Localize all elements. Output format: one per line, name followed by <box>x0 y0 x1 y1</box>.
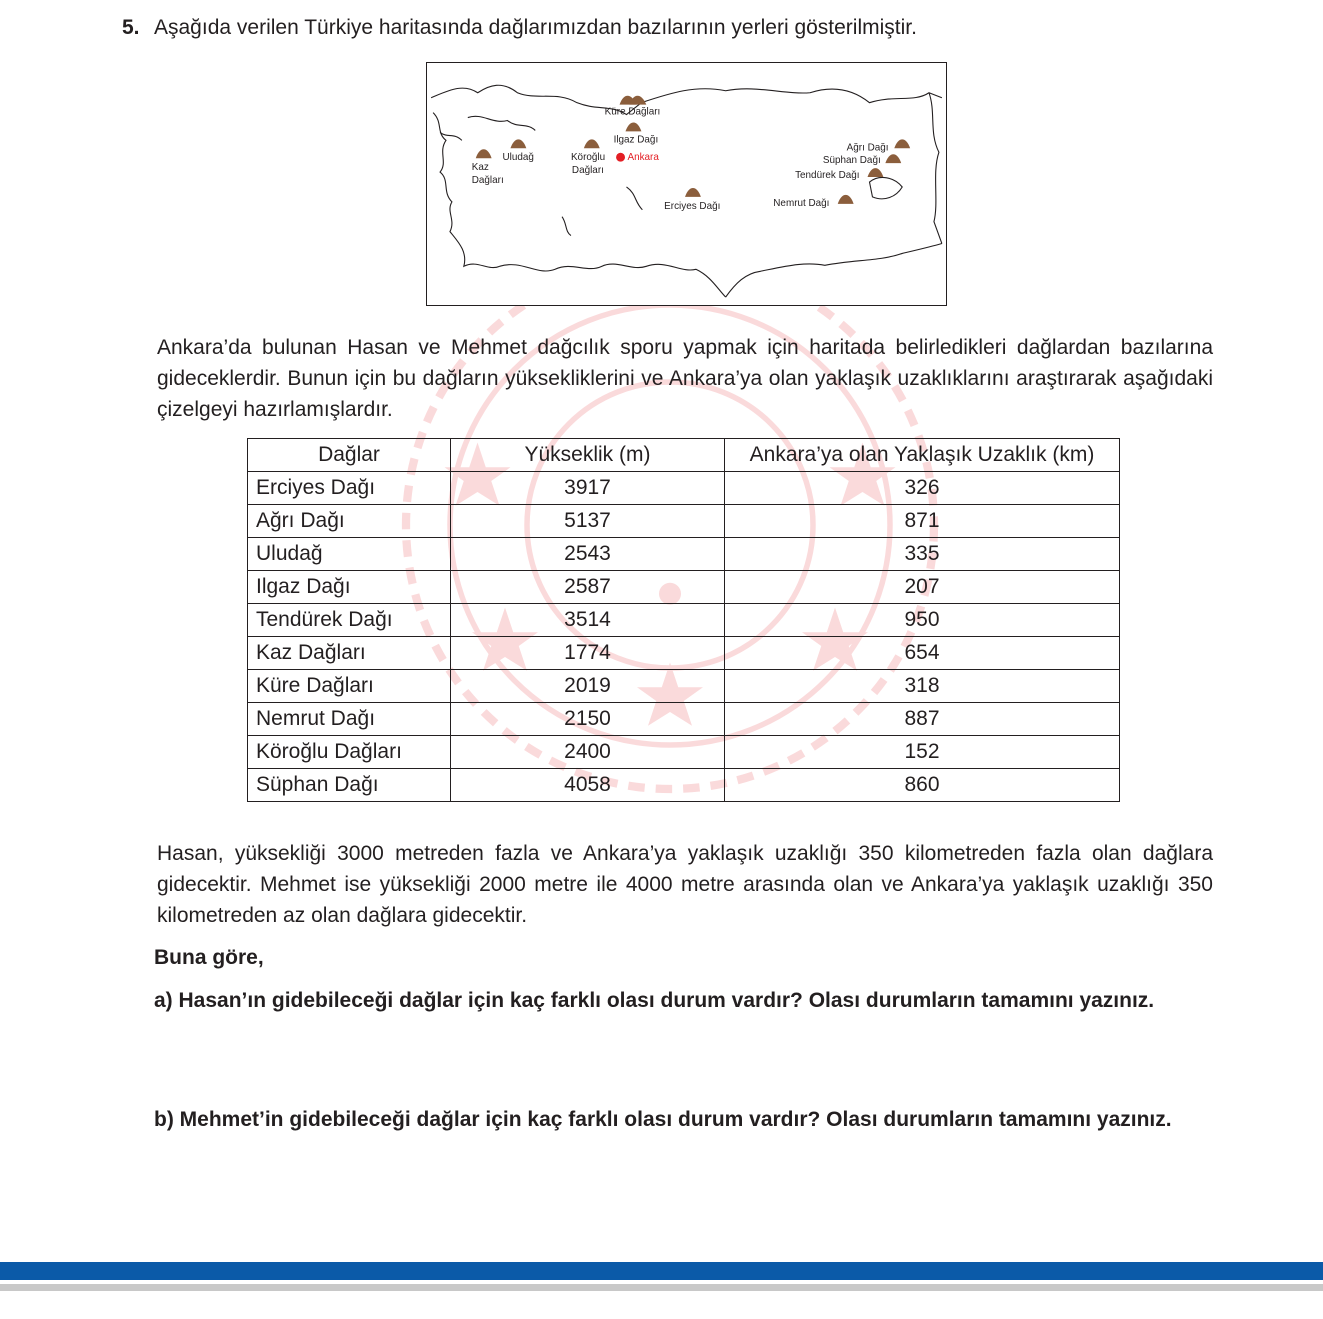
mountain-name: Tendürek Dağı <box>248 604 451 637</box>
table-row <box>248 637 1120 670</box>
map-label-kure: Küre Dağları <box>604 106 661 118</box>
mountain-name: Ağrı Dağı <box>248 505 451 538</box>
turkey-map-drawing <box>427 63 946 305</box>
map-label-tendurek: Tendürek Dağı <box>795 170 860 182</box>
map-label-ankara: Ankara <box>627 152 659 164</box>
mountain-name: Uludağ <box>248 538 451 571</box>
paragraph-conditions: Hasan, yüksekliği 3000 metreden fazla ve Ankara’ya yaklaşık uzaklığı 350 kilometreden fazla olan dağlara gidecektir. Mehmet ise yüksekliği 2000 metre ile 4000 metre arasında olan ve Ankara’ya yaklaşık uzaklığı 350 kilometreden az olan dağlara gidecektir. <box>157 842 1213 927</box>
mountain-name: Nemrut Dağı <box>248 703 451 736</box>
map-label-koroglu-1: Köroğlu <box>570 152 606 164</box>
table-row <box>248 703 1120 736</box>
question-intro: Aşağıda verilen Türkiye haritasında dağlarımızdan bazılarının yerleri gösterilmiştir. <box>154 16 917 39</box>
mountain-icon <box>584 139 600 148</box>
distance-cell: 860 <box>725 769 1120 802</box>
height-cell: 2019 <box>451 670 725 703</box>
mountain-icon <box>868 168 884 177</box>
map-label-koroglu-2: Dağları <box>571 165 604 177</box>
footer-gray-line <box>0 1284 1323 1291</box>
mountain-name: Kaz Dağları <box>248 637 451 670</box>
turkey-map <box>426 62 947 306</box>
question-a: a) Hasan’ın gidebileceği dağlar için kaç farklı olası durum vardır? Olası durumların tamamını yazınız. <box>154 989 1155 1012</box>
height-cell: 1774 <box>451 637 725 670</box>
map-label-nemrut: Nemrut Dağı <box>773 197 830 209</box>
map-label-uludag: Uludağ <box>502 152 534 164</box>
table-row <box>248 505 1120 538</box>
ankara-marker <box>616 153 625 162</box>
mountain-icon <box>629 96 646 105</box>
mountain-markers <box>476 96 910 204</box>
table-row <box>248 571 1120 604</box>
question-number: 5. <box>122 16 140 39</box>
distance-cell: 654 <box>725 637 1120 670</box>
mountain-icon <box>685 188 701 197</box>
distance-cell: 318 <box>725 670 1120 703</box>
distance-cell: 207 <box>725 571 1120 604</box>
distance-cell: 326 <box>725 472 1120 505</box>
height-cell: 3917 <box>451 472 725 505</box>
column-header: Dağlar <box>248 439 451 472</box>
table-row <box>248 604 1120 637</box>
mountain-table <box>247 438 1120 802</box>
height-cell: 3514 <box>451 604 725 637</box>
height-cell: 5137 <box>451 505 725 538</box>
map-label-kaz-2: Dağları <box>471 175 504 187</box>
table-row <box>248 538 1120 571</box>
mountain-icon <box>626 123 642 132</box>
map-label-suphan: Süphan Dağı <box>822 155 881 167</box>
map-label-agri: Ağrı Dağı <box>846 142 889 154</box>
mountain-icon <box>510 139 526 148</box>
table-row <box>248 769 1120 802</box>
table-row <box>248 736 1120 769</box>
mountain-icon <box>838 195 854 204</box>
distance-cell: 335 <box>725 538 1120 571</box>
mountain-icon <box>885 154 901 163</box>
map-label-ilgaz: Ilgaz Dağı <box>613 134 659 146</box>
column-header: Ankara’ya olan Yaklaşık Uzaklık (km) <box>725 439 1120 472</box>
mountain-name: Süphan Dağı <box>248 769 451 802</box>
distance-cell: 871 <box>725 505 1120 538</box>
height-cell: 4058 <box>451 769 725 802</box>
height-cell: 2150 <box>451 703 725 736</box>
mountain-icon <box>894 139 910 148</box>
height-cell: 2543 <box>451 538 725 571</box>
question-b: b) Mehmet’in gidebileceği dağlar için kaç farklı olası durum vardır? Olası durumların tamamını yazınız. <box>154 1108 1172 1131</box>
mountain-icon <box>476 149 492 158</box>
map-label-kaz-1: Kaz <box>471 162 489 174</box>
paragraph-intro: Ankara’da bulunan Hasan ve Mehmet dağcılık sporu yapmak için haritada belirledikleri dağlardan bazılarına gideceklerdir. Bunun için bu dağların yüksekliklerini ve Ankara’ya olan yaklaşık uzaklıklarını araştırarak aşağıdaki çizelgeyi hazırlamışlardır. <box>157 336 1213 421</box>
distance-cell: 152 <box>725 736 1120 769</box>
table-row <box>248 472 1120 505</box>
map-label-erciyes: Erciyes Dağı <box>664 200 721 212</box>
table-header-row <box>248 439 1120 472</box>
column-header: Yükseklik (m) <box>451 439 725 472</box>
mountain-name: Köroğlu Dağları <box>248 736 451 769</box>
distance-cell: 950 <box>725 604 1120 637</box>
table-row <box>248 670 1120 703</box>
mountain-name: Ilgaz Dağı <box>248 571 451 604</box>
height-cell: 2587 <box>451 571 725 604</box>
distance-cell: 887 <box>725 703 1120 736</box>
height-cell: 2400 <box>451 736 725 769</box>
buna-gore-label: Buna göre, <box>154 946 264 969</box>
mountain-name: Erciyes Dağı <box>248 472 451 505</box>
footer-blue-bar <box>0 1262 1323 1280</box>
mountain-name: Küre Dağları <box>248 670 451 703</box>
coastline <box>431 85 942 297</box>
